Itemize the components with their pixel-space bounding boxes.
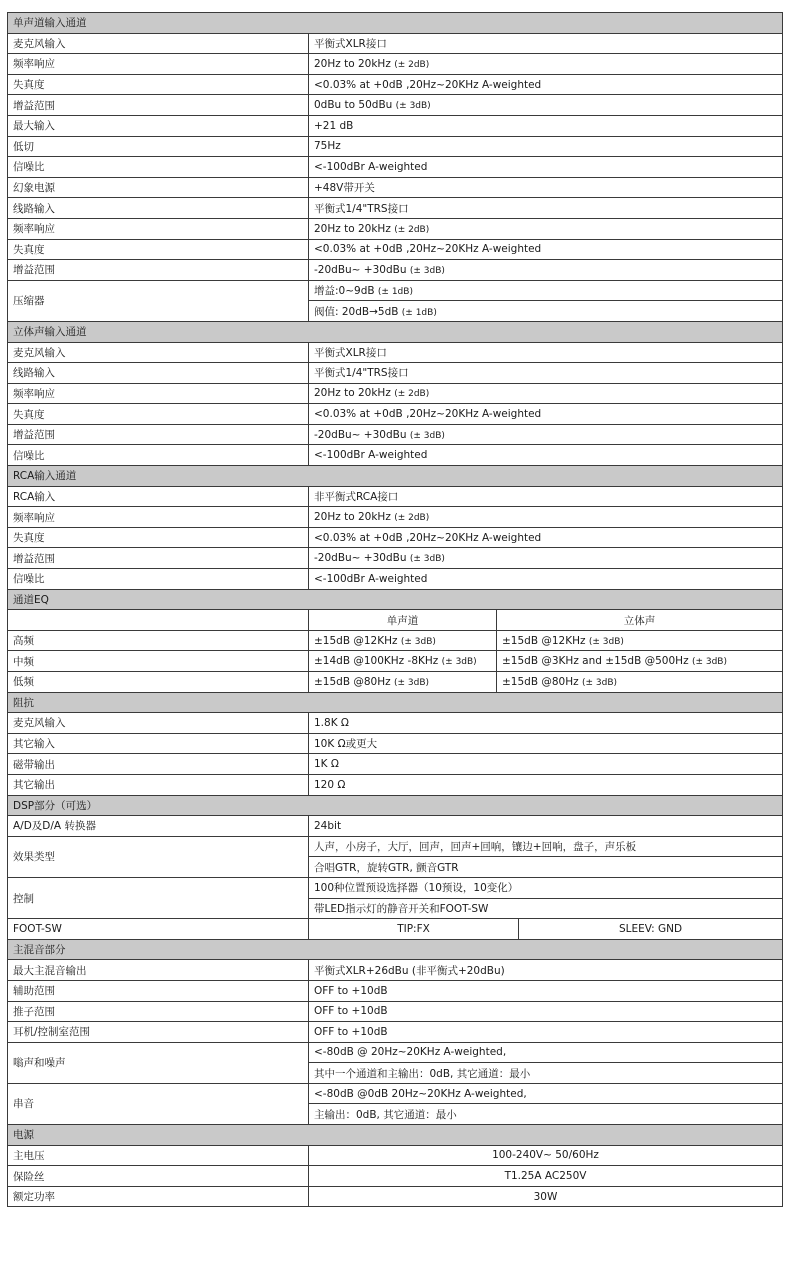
spec-value-line [309, 1083, 783, 1104]
spec-row [8, 115, 783, 136]
spec-label: 保险丝 [8, 1166, 309, 1187]
tolerance: (± 3dB) [691, 657, 727, 668]
spec-row [8, 424, 783, 445]
spec-label: 控制 [8, 877, 309, 918]
spec-row [8, 54, 783, 75]
spec-value-cell [309, 177, 783, 198]
spec-row [8, 1042, 783, 1063]
spec-row [8, 548, 783, 569]
spec-value: <0.03% at +0dB ,20Hz~20KHz A-weighted [314, 531, 542, 544]
spec-value-line [309, 857, 783, 878]
spec-value-cell [309, 548, 783, 569]
spec-row [8, 527, 783, 548]
spec-value-cell [309, 342, 783, 363]
spec-value-cell [309, 115, 783, 136]
spec-value-line [309, 877, 783, 898]
spec-value-cell [309, 404, 783, 425]
spec-label: 幻象电源 [8, 177, 309, 198]
section-title: 主混音部分 [8, 939, 783, 960]
spec-row [8, 507, 783, 528]
spec-value: <-80dB @ 20Hz~20KHz A-weighted, [314, 1046, 507, 1059]
spec-value-cell [309, 383, 783, 404]
spec-value: 100种位置预设选择器（10预设，10变化） [314, 882, 519, 895]
spec-label: 失真度 [8, 239, 309, 260]
spec-value: 10K Ω或更大 [314, 738, 378, 751]
tolerance: (± 1dB) [377, 287, 413, 298]
spec-value-cell [309, 960, 783, 981]
spec-value: 平衡式XLR+26dBu (非平衡式+20dBu) [314, 964, 505, 977]
spec-value: 100-240V~ 50/60Hz [309, 1145, 783, 1166]
spec-value: -20dBu~ +30dBu [314, 428, 407, 441]
tolerance: (± 3dB) [393, 677, 430, 688]
spec-value: <0.03% at +0dB ,20Hz~20KHz A-weighted [314, 243, 542, 256]
spec-row [8, 774, 783, 795]
spec-value-cell [309, 527, 783, 548]
spec-value-cell [309, 713, 783, 734]
spec-sheet [7, 12, 782, 1207]
spec-value-line [309, 836, 783, 857]
spec-row [8, 445, 783, 466]
section-header [8, 589, 783, 610]
spec-label: 信噪比 [8, 445, 309, 466]
spec-label: 频率响应 [8, 383, 309, 404]
spec-label: 效果类型 [8, 836, 309, 877]
spec-value-cell [309, 733, 783, 754]
spec-value: 增益:0~9dB [314, 285, 375, 298]
spec-value: <0.03% at +0dB ,20Hz~20KHz A-weighted [314, 408, 542, 421]
spec-row [8, 260, 783, 281]
section-header [8, 321, 783, 342]
section-title: DSP部分（可选） [8, 795, 783, 816]
spec-value: 20Hz to 20kHz [314, 387, 391, 400]
spec-row [8, 33, 783, 54]
tolerance: (± 2dB) [394, 389, 430, 400]
spec-label: 嗡声和噪声 [8, 1042, 309, 1083]
spec-value-cell [309, 486, 783, 507]
spec-row [8, 713, 783, 734]
section-header [8, 692, 783, 713]
spec-row [8, 280, 783, 301]
spec-value: 非平衡式RCA接口 [314, 490, 399, 503]
spec-value-line [309, 1104, 783, 1125]
tolerance: (± 2dB) [394, 224, 430, 235]
spec-label: 频率响应 [8, 218, 309, 239]
spec-label: 麦克风输入 [8, 33, 309, 54]
eq-row [8, 651, 783, 672]
eq-stereo-value [497, 672, 783, 693]
spec-label: 增益范围 [8, 260, 309, 281]
spec-value-cell [309, 239, 783, 260]
spec-value-line [309, 1063, 783, 1084]
spec-value: ±15dB @12KHz [502, 634, 586, 647]
spec-value: <-100dBr A-weighted [314, 160, 428, 173]
spec-value: 0dBu to 50dBu [314, 99, 393, 112]
eq-corner [8, 610, 309, 631]
spec-row [8, 919, 783, 940]
tolerance: (± 3dB) [409, 554, 445, 565]
spec-row [8, 218, 783, 239]
spec-value-cell [309, 95, 783, 116]
spec-value: 其中一个通道和主输出：0dB, 其它通道：最小 [314, 1067, 531, 1080]
spec-row [8, 960, 783, 981]
spec-label: 增益范围 [8, 548, 309, 569]
spec-label: 麦克风输入 [8, 713, 309, 734]
section-title: 立体声输入通道 [8, 321, 783, 342]
spec-value-line [309, 898, 783, 919]
spec-row [8, 1145, 783, 1166]
spec-row [8, 404, 783, 425]
spec-row [8, 816, 783, 837]
spec-row [8, 569, 783, 590]
spec-label: RCA输入 [8, 486, 309, 507]
spec-row [8, 342, 783, 363]
spec-value-cell [309, 754, 783, 775]
spec-row [8, 486, 783, 507]
spec-value-cell [309, 507, 783, 528]
tolerance: (± 2dB) [394, 59, 430, 70]
section-header [8, 939, 783, 960]
spec-value-cell [309, 1001, 783, 1022]
spec-label: 失真度 [8, 74, 309, 95]
spec-value-cell [309, 774, 783, 795]
section-header [8, 13, 783, 34]
spec-value: +48V带开关 [314, 182, 375, 195]
spec-label: 最大主混音输出 [8, 960, 309, 981]
spec-label: A/D及D/A 转换器 [8, 816, 309, 837]
spec-value-cell [309, 569, 783, 590]
spec-value: 主输出：0dB, 其它通道：最小 [314, 1108, 457, 1121]
spec-value-cell [309, 198, 783, 219]
tolerance: (± 3dB) [409, 430, 445, 441]
spec-row [8, 836, 783, 857]
tolerance: (± 3dB) [395, 101, 431, 112]
section-title: RCA输入通道 [8, 466, 783, 487]
spec-value-cell [309, 980, 783, 1001]
section-title: 单声道输入通道 [8, 13, 783, 34]
eq-header-row [8, 610, 783, 631]
tolerance: (± 1dB) [401, 307, 437, 318]
spec-row [8, 383, 783, 404]
spec-table [7, 12, 783, 1207]
spec-row [8, 877, 783, 898]
spec-label: 磁带输出 [8, 754, 309, 775]
spec-row [8, 1083, 783, 1104]
section-title: 电源 [8, 1125, 783, 1146]
spec-row [8, 136, 783, 157]
eq-mono-value [309, 651, 497, 672]
eq-mono-value [309, 672, 497, 693]
eq-stereo-value [497, 651, 783, 672]
spec-value: 120 Ω [314, 778, 346, 791]
spec-value-cell [309, 54, 783, 75]
spec-label: 麦克风输入 [8, 342, 309, 363]
spec-value-cell [309, 218, 783, 239]
spec-value: -20dBu~ +30dBu [314, 263, 407, 276]
spec-value: 带LED指示灯的静音开关和FOOT-SW [314, 902, 489, 915]
spec-value-cell [309, 1022, 783, 1043]
spec-row [8, 754, 783, 775]
spec-value-cell [309, 33, 783, 54]
eq-mono-value [309, 630, 497, 651]
spec-value: OFF to +10dB [314, 984, 388, 997]
spec-value: 平衡式XLR接口 [314, 37, 387, 50]
spec-row [8, 1022, 783, 1043]
spec-label: 额定功率 [8, 1186, 309, 1207]
spec-value: 20Hz to 20kHz [314, 222, 391, 235]
spec-value-line [309, 301, 783, 322]
spec-label: 频率响应 [8, 54, 309, 75]
spec-label: 线路输入 [8, 363, 309, 384]
eq-band-label: 中频 [8, 651, 309, 672]
spec-value: OFF to +10dB [314, 1005, 388, 1018]
tolerance: (± 3dB) [581, 677, 618, 688]
eq-col-mono: 单声道 [309, 610, 497, 631]
section-header [8, 795, 783, 816]
spec-label: 增益范围 [8, 424, 309, 445]
spec-row [8, 95, 783, 116]
section-header [8, 466, 783, 487]
spec-table-body [8, 13, 783, 1207]
eq-band-label: 低频 [8, 672, 309, 693]
eq-col-stereo: 立体声 [497, 610, 783, 631]
spec-label: 压缩器 [8, 280, 309, 321]
spec-value: 平衡式1/4"TRS接口 [314, 202, 409, 215]
eq-row [8, 672, 783, 693]
spec-value: ±15dB @80Hz [502, 675, 579, 688]
spec-value: ±15dB @80Hz [314, 675, 391, 688]
spec-value-line [309, 1042, 783, 1063]
spec-value: 20Hz to 20kHz [314, 511, 391, 524]
section-header [8, 1125, 783, 1146]
spec-label: 频率响应 [8, 507, 309, 528]
spec-row [8, 1001, 783, 1022]
tolerance: (± 2dB) [394, 513, 430, 524]
spec-value: -20dBu~ +30dBu [314, 552, 407, 565]
spec-label: 其它输入 [8, 733, 309, 754]
eq-stereo-value [497, 630, 783, 651]
spec-value-cell [309, 157, 783, 178]
spec-label: 失真度 [8, 527, 309, 548]
spec-label: 主电压 [8, 1145, 309, 1166]
spec-value-line [309, 280, 783, 301]
spec-value: T1.25A AC250V [309, 1166, 783, 1187]
spec-label: 耳机/控制室范围 [8, 1022, 309, 1043]
spec-value: OFF to +10dB [314, 1025, 388, 1038]
spec-row [8, 1166, 783, 1187]
spec-value: 1.8K Ω [314, 716, 349, 729]
spec-row [8, 363, 783, 384]
spec-value: 24bit [309, 816, 783, 837]
eq-band-label: 高频 [8, 630, 309, 651]
spec-label: 线路输入 [8, 198, 309, 219]
spec-label: 增益范围 [8, 95, 309, 116]
spec-value: 75Hz [314, 140, 341, 153]
spec-value: <-100dBr A-weighted [314, 449, 428, 462]
spec-row [8, 177, 783, 198]
spec-row [8, 980, 783, 1001]
section-title: 通道EQ [8, 589, 783, 610]
section-title: 阻抗 [8, 692, 783, 713]
spec-row [8, 74, 783, 95]
tolerance: (± 3dB) [409, 265, 445, 276]
spec-value: ±15dB @12KHz [314, 634, 398, 647]
spec-value: <-80dB @0dB 20Hz~20KHz A-weighted, [314, 1087, 527, 1100]
spec-row [8, 157, 783, 178]
spec-label: 信噪比 [8, 569, 309, 590]
spec-label: 串音 [8, 1083, 309, 1124]
footsw-tip: TIP:FX [309, 919, 519, 940]
spec-label: 低切 [8, 136, 309, 157]
spec-value: <0.03% at +0dB ,20Hz~20KHz A-weighted [314, 78, 542, 91]
spec-value-cell [309, 424, 783, 445]
spec-value: <-100dBr A-weighted [314, 572, 428, 585]
spec-value: 20Hz to 20kHz [314, 57, 391, 70]
spec-value: ±14dB @100KHz -8KHz [314, 655, 439, 668]
spec-value-cell [309, 260, 783, 281]
spec-value: +21 dB [314, 119, 354, 132]
spec-value-cell [309, 136, 783, 157]
spec-label: FOOT-SW [8, 919, 309, 940]
spec-row [8, 1186, 783, 1207]
spec-value: 30W [309, 1186, 783, 1207]
tolerance: (± 3dB) [588, 636, 624, 647]
spec-row [8, 239, 783, 260]
footsw-sleeve: SLEEV: GND [519, 919, 783, 940]
spec-value-cell [309, 74, 783, 95]
spec-label: 信噪比 [8, 157, 309, 178]
spec-value: 阀值: 20dB→5dB [314, 305, 399, 318]
spec-value: 平衡式1/4"TRS接口 [314, 367, 409, 380]
spec-label: 失真度 [8, 404, 309, 425]
eq-row [8, 630, 783, 651]
spec-label: 其它输出 [8, 774, 309, 795]
spec-value: ±15dB @3KHz and ±15dB @500Hz [502, 655, 689, 668]
spec-value-cell [309, 363, 783, 384]
spec-value: 人声，小房子，大厅，回声，回声+回响，镶边+回响，盘子，声乐板 [314, 841, 637, 854]
spec-label: 辅助范围 [8, 980, 309, 1001]
spec-row [8, 733, 783, 754]
spec-value: 平衡式XLR接口 [314, 346, 387, 359]
spec-label: 推子范围 [8, 1001, 309, 1022]
spec-value-cell [309, 445, 783, 466]
tolerance: (± 3dB) [400, 636, 436, 647]
spec-row [8, 198, 783, 219]
spec-value: 1K Ω [314, 758, 339, 771]
spec-value: 合唱GTR，旋转GTR, 颤音GTR [314, 861, 459, 874]
tolerance: (± 3dB) [441, 657, 477, 668]
spec-label: 最大输入 [8, 115, 309, 136]
